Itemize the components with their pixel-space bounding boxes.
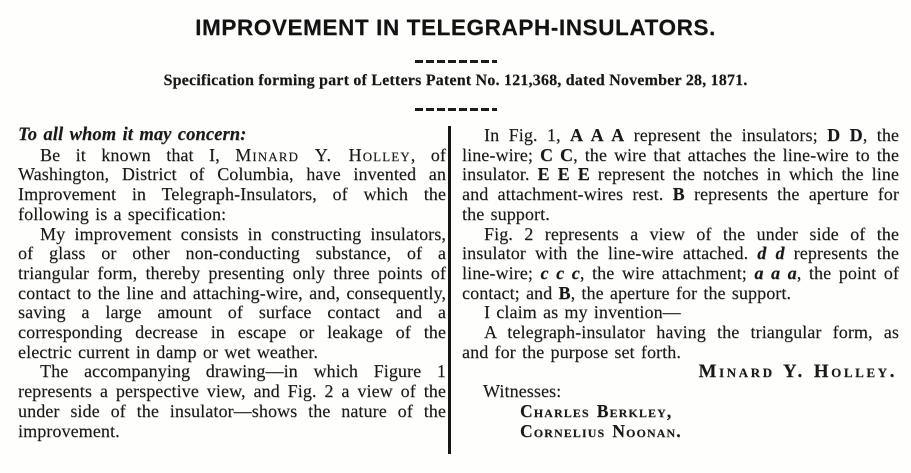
- fig2-paragraph: [462, 225, 899, 304]
- fig1-text-6: represents the aperture for the support.: [462, 184, 899, 224]
- inventor-signature: Minard Y. Holley.: [698, 361, 897, 383]
- fig2-text-5: , the aperture for the support.: [570, 282, 792, 303]
- salutation: To all whom it may concern:: [18, 125, 247, 145]
- fig1-text-3: , the line-wire;: [462, 125, 900, 165]
- specification-line: Specification forming part of Letters Patent No. 121,368, dated November 28, 1871.: [163, 72, 748, 89]
- patent-title: IMPROVEMENT IN TELEGRAPH-INSULATORS.: [195, 15, 716, 40]
- claim-intro: I claim as my invention—: [484, 302, 681, 323]
- fig1-text-5: represent the notches in which the line and attachment-wires rest.: [462, 164, 899, 205]
- fig1-text-1: In Fig. 1,: [484, 125, 571, 145]
- improvement-paragraph: My improvement consists in constructing insulators, of glass or other non-conducting substance, of a triangular form, thereby presenting only three points of contact to the line and attaching-wire, and, consequently, saving a large amount of surface contact and a corresponding decrease in escape or leakage of the electric current in damp or wet weather.: [18, 223, 446, 362]
- reference-letters-A: A A A: [570, 125, 625, 145]
- reference-letters-a: a a a: [754, 262, 797, 283]
- dash-rule-bottom: [415, 108, 497, 111]
- witness-name-2: Cornelius Noonan.: [520, 420, 682, 441]
- fig2-text-2: represents the line-wire;: [462, 243, 899, 283]
- fig1-paragraph: [462, 126, 899, 225]
- reference-letters-D: D D: [827, 125, 863, 145]
- inventor-name: Minard Y. Holley: [235, 144, 411, 165]
- reference-letters-C: C C: [539, 144, 574, 165]
- intro-text-1: Be it known that I,: [40, 144, 236, 165]
- left-column: [18, 126, 446, 441]
- right-column: [462, 126, 899, 441]
- dash-rule-top: [415, 60, 497, 63]
- fig2-text-1: Fig. 2 represents a view of the under side of the insulator with the line-wire attached.: [462, 223, 899, 264]
- reference-letter-B2: B: [558, 282, 571, 303]
- reference-letters-c: c c c: [540, 262, 580, 283]
- fig1-text-2: represent the insulators;: [624, 125, 828, 145]
- intro-text-2: , of Washington, District of Columbia, have invented an Improvement in Telegraph-Insulators, of which the following is a specification:: [18, 144, 446, 224]
- fig1-text-4: , the wire that attaches the line-wire to the insulator.: [462, 144, 899, 185]
- reference-letter-B: B: [672, 184, 685, 205]
- intro-paragraph: [18, 146, 446, 225]
- witnesses-label: Witnesses:: [483, 381, 562, 402]
- reference-letters-d: d d: [757, 243, 785, 264]
- witness-name-1: Charles Berkley,: [520, 400, 673, 421]
- drawing-paragraph: The accompanying drawing—in which Figure 1 represents a perspective view, and Fig. 2 a view of the under side of the insulator—shows the nature of the improvement.: [18, 361, 446, 441]
- reference-letters-E: E E E: [537, 164, 590, 185]
- claim-paragraph: A telegraph-insulator having the triangular form, as and for the purpose set forth.: [462, 322, 899, 362]
- column-divider-rule: [448, 126, 451, 454]
- fig2-text-3: , the wire attachment;: [579, 262, 755, 283]
- fig2-text-4: , the point of contact; and: [462, 262, 899, 303]
